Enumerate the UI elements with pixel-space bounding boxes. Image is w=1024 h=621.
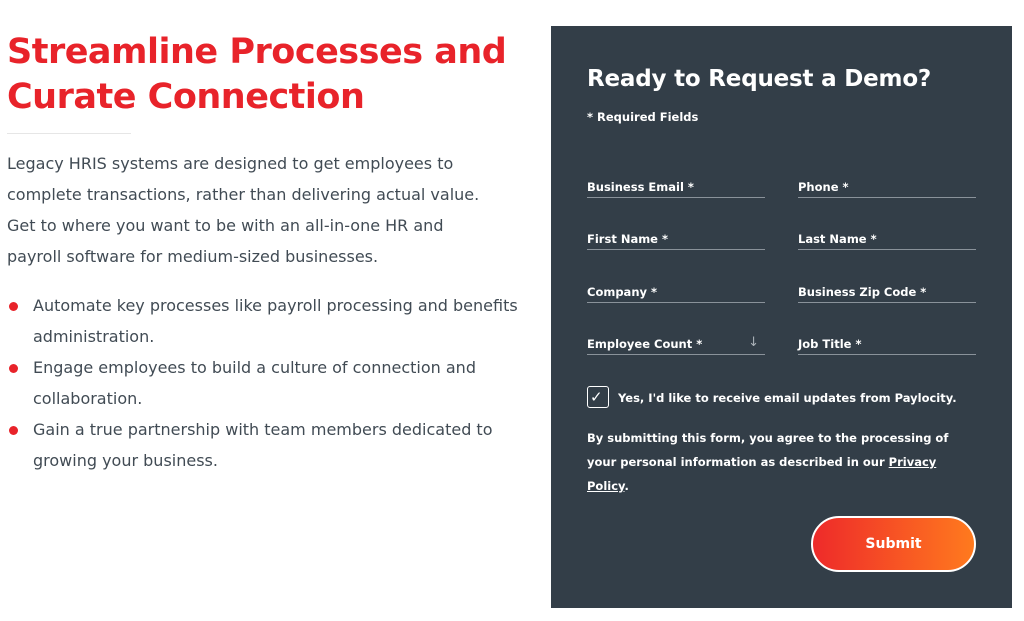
last-name-field[interactable] [798,228,976,250]
business-email-field[interactable] [587,176,765,198]
job-title-field[interactable] [798,333,976,355]
bullet-dot-icon [9,364,18,373]
hero-content [7,30,527,476]
company-label: Company * [587,285,658,299]
intro-paragraph: Legacy HRIS systems are designed to get employees to complete transactions, rather than delivering actual value. Get to where you want to be with an all-in-one HR and payroll software for medium-sized businesses. [7,154,480,266]
first-name-field[interactable] [587,228,765,250]
list-item [7,290,527,352]
bullet-dot-icon [9,426,18,435]
bullet-dot-icon [9,302,18,311]
disclaimer-text: By submitting this form, you agree to the processing of your personal information as described in our [587,431,949,469]
benefits-list [7,290,527,476]
list-item-text: Gain a true partnership with team members dedicated to growing your business. [33,420,493,470]
business-email-label: Business Email * [587,180,694,194]
job-title-label: Job Title * [798,337,862,351]
zip-code-field[interactable] [798,281,976,303]
headline-line-1: Streamline Processes and [7,32,507,72]
disclaimer-end: . [624,479,629,493]
checkmark-icon: ✓ [590,388,603,406]
zip-code-label: Business Zip Code * [798,285,927,299]
list-item [7,352,527,414]
list-item-text: Automate key processes like payroll processing and benefits administration. [33,296,518,346]
employee-count-label: Employee Count * [587,337,703,351]
last-name-label: Last Name * [798,232,877,246]
employee-count-select[interactable] [587,333,765,355]
email-updates-label: Yes, I'd like to receive email updates from Paylocity. [618,391,957,405]
list-item [7,414,527,476]
demo-request-form [551,26,1012,608]
phone-field[interactable] [798,176,976,198]
list-item-text: Engage employees to build a culture of connection and collaboration. [33,358,476,408]
arrow-down-icon: ↓ [748,335,759,350]
page-headline [7,30,527,120]
privacy-policy-link[interactable]: Privacy Policy [587,455,937,493]
required-fields-note: * Required Fields [587,110,699,124]
phone-label: Phone * [798,180,849,194]
divider [7,133,131,134]
headline-line-2: Curate Connection [7,77,365,117]
first-name-label: First Name * [587,232,668,246]
privacy-disclaimer [587,426,967,498]
form-title: Ready to Request a Demo? [587,66,932,92]
submit-button[interactable]: Submit [811,516,976,572]
email-updates-checkbox[interactable] [587,386,609,408]
company-field[interactable] [587,281,765,303]
